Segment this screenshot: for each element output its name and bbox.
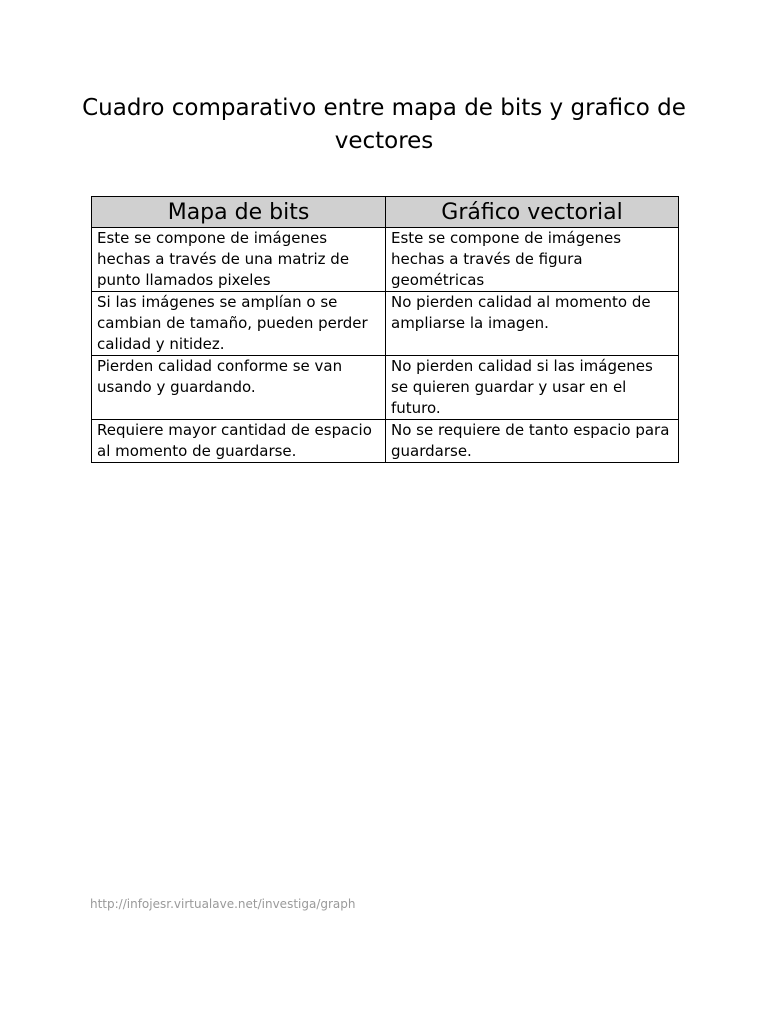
table-cell-bitmap: Pierden calidad conforme se van usando y guardando.	[92, 356, 386, 420]
column-header-bitmap: Mapa de bits	[92, 197, 386, 228]
table-header-row	[92, 197, 679, 228]
table-cell-vector: Este se compone de imágenes hechas a través de figura geométricas	[386, 228, 679, 292]
table-row	[92, 356, 679, 420]
table-cell-vector: No pierden calidad si las imágenes se quieren guardar y usar en el futuro.	[386, 356, 679, 420]
page-title: Cuadro comparativo entre mapa de bits y grafico de vectores	[82, 95, 686, 154]
table-cell-vector: No se requiere de tanto espacio para guardarse.	[386, 420, 679, 463]
table-row	[92, 292, 679, 356]
table-cell-bitmap: Requiere mayor cantidad de espacio al momento de guardarse.	[92, 420, 386, 463]
table-row	[92, 420, 679, 463]
table-cell-bitmap: Este se compone de imágenes hechas a través de una matriz de punto llamados pixeles	[92, 228, 386, 292]
table-row	[92, 228, 679, 292]
comparison-table	[91, 196, 679, 463]
column-header-vector: Gráfico vectorial	[386, 197, 679, 228]
table-cell-vector: No pierden calidad al momento de ampliarse la imagen.	[386, 292, 679, 356]
source-url: http://infojesr.virtualave.net/investiga/graph	[90, 897, 356, 911]
table-cell-bitmap: Si las imágenes se amplían o se cambian de tamaño, pueden perder calidad y nitidez.	[92, 292, 386, 356]
